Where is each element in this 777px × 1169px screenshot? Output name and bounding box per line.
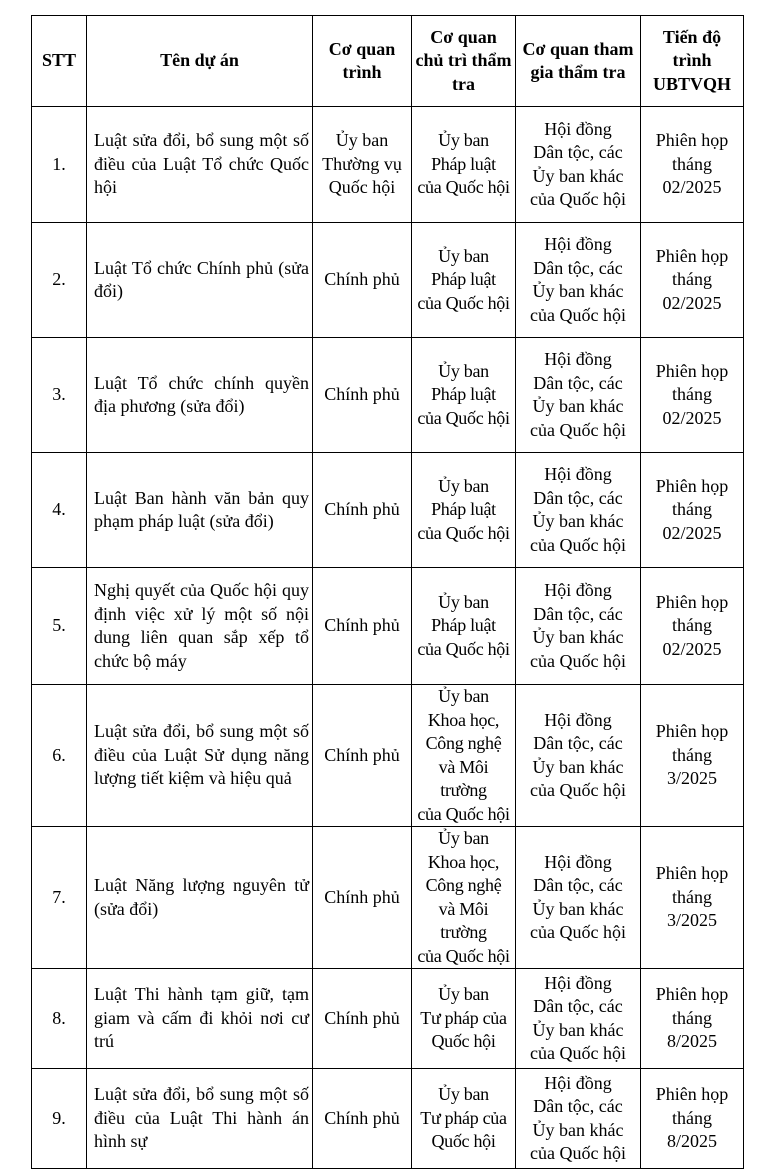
lead-review-agency: Ủy ban Khoa học, Công nghệ và Môi trường của Quốc hội (412, 827, 516, 969)
schedule: Phiên họp tháng 3/2025 (641, 827, 744, 969)
submitting-agency: Chính phủ (313, 338, 412, 453)
row-number: 6. (32, 685, 87, 827)
participating-review-agency: Hội đồng Dân tộc, các Ủy ban khác của Quốc hội (516, 827, 641, 969)
row-number: 2. (32, 223, 87, 338)
row-number: 4. (32, 453, 87, 568)
table-body (32, 107, 744, 1169)
lead-review-agency: Ủy ban Pháp luật của Quốc hội (412, 223, 516, 338)
participating-review-agency: Hội đồng Dân tộc, các Ủy ban khác của Quốc hội (516, 568, 641, 685)
table-row (32, 107, 744, 223)
header-submitting-agency: Cơ quan trình (313, 16, 412, 107)
submitting-agency: Chính phủ (313, 969, 412, 1069)
participating-review-agency: Hội đồng Dân tộc, các Ủy ban khác của Quốc hội (516, 453, 641, 568)
row-number: 9. (32, 1069, 87, 1169)
table-row (32, 969, 744, 1069)
project-name: Luật Tổ chức Chính phủ (sửa đổi) (87, 223, 313, 338)
row-number: 5. (32, 568, 87, 685)
lead-review-agency: Ủy ban Tư pháp của Quốc hội (412, 969, 516, 1069)
schedule: Phiên họp tháng 02/2025 (641, 453, 744, 568)
table-row (32, 827, 744, 969)
project-name: Luật Ban hành văn bản quy phạm pháp luật (sửa đổi) (87, 453, 313, 568)
submitting-agency: Chính phủ (313, 685, 412, 827)
participating-review-agency: Hội đồng Dân tộc, các Ủy ban khác của Quốc hội (516, 338, 641, 453)
table-row (32, 223, 744, 338)
table-row (32, 338, 744, 453)
project-name: Luật sửa đổi, bổ sung một số điều của Luật Thi hành án hình sự (87, 1069, 313, 1169)
submitting-agency: Chính phủ (313, 1069, 412, 1169)
header-row (32, 16, 744, 107)
lead-review-agency: Ủy ban Pháp luật của Quốc hội (412, 107, 516, 223)
schedule: Phiên họp tháng 02/2025 (641, 568, 744, 685)
schedule: Phiên họp tháng 02/2025 (641, 107, 744, 223)
lead-review-agency: Ủy ban Pháp luật của Quốc hội (412, 568, 516, 685)
project-name: Luật sửa đổi, bổ sung một số điều của Luật Tổ chức Quốc hội (87, 107, 313, 223)
project-name: Luật sửa đổi, bổ sung một số điều của Luật Sử dụng năng lượng tiết kiệm và hiệu quả (87, 685, 313, 827)
lead-review-agency: Ủy ban Tư pháp của Quốc hội (412, 1069, 516, 1169)
schedule: Phiên họp tháng 3/2025 (641, 685, 744, 827)
participating-review-agency: Hội đồng Dân tộc, các Ủy ban khác của Quốc hội (516, 685, 641, 827)
submitting-agency: Ủy ban Thường vụ Quốc hội (313, 107, 412, 223)
lead-review-agency: Ủy ban Pháp luật của Quốc hội (412, 453, 516, 568)
submitting-agency: Chính phủ (313, 827, 412, 969)
table-row (32, 453, 744, 568)
project-name: Nghị quyết của Quốc hội quy định việc xử lý một số nội dung liên quan sắp xếp tổ chức bộ máy (87, 568, 313, 685)
table-row (32, 685, 744, 827)
legislative-program-table (31, 15, 744, 1169)
participating-review-agency: Hội đồng Dân tộc, các Ủy ban khác của Quốc hội (516, 223, 641, 338)
lead-review-agency: Ủy ban Pháp luật của Quốc hội (412, 338, 516, 453)
participating-review-agency: Hội đồng Dân tộc, các Ủy ban khác của Quốc hội (516, 107, 641, 223)
participating-review-agency: Hội đồng Dân tộc, các Ủy ban khác của Quốc hội (516, 969, 641, 1069)
submitting-agency: Chính phủ (313, 453, 412, 568)
lead-review-agency: Ủy ban Khoa học, Công nghệ và Môi trường của Quốc hội (412, 685, 516, 827)
schedule: Phiên họp tháng 8/2025 (641, 969, 744, 1069)
participating-review-agency: Hội đồng Dân tộc, các Ủy ban khác của Quốc hội (516, 1069, 641, 1169)
schedule: Phiên họp tháng 8/2025 (641, 1069, 744, 1169)
header-participating-review-agency: Cơ quan tham gia thẩm tra (516, 16, 641, 107)
schedule: Phiên họp tháng 02/2025 (641, 338, 744, 453)
project-name: Luật Năng lượng nguyên tử (sửa đổi) (87, 827, 313, 969)
submitting-agency: Chính phủ (313, 223, 412, 338)
project-name: Luật Thi hành tạm giữ, tạm giam và cấm đi khỏi nơi cư trú (87, 969, 313, 1069)
header-schedule: Tiến độ trình UBTVQH (641, 16, 744, 107)
row-number: 7. (32, 827, 87, 969)
project-name: Luật Tổ chức chính quyền địa phương (sửa đổi) (87, 338, 313, 453)
header-lead-review-agency: Cơ quan chủ trì thẩm tra (412, 16, 516, 107)
header-project-name: Tên dự án (87, 16, 313, 107)
table-row (32, 568, 744, 685)
schedule: Phiên họp tháng 02/2025 (641, 223, 744, 338)
row-number: 1. (32, 107, 87, 223)
row-number: 3. (32, 338, 87, 453)
table-row (32, 1069, 744, 1169)
submitting-agency: Chính phủ (313, 568, 412, 685)
header-stt: STT (32, 16, 87, 107)
row-number: 8. (32, 969, 87, 1069)
